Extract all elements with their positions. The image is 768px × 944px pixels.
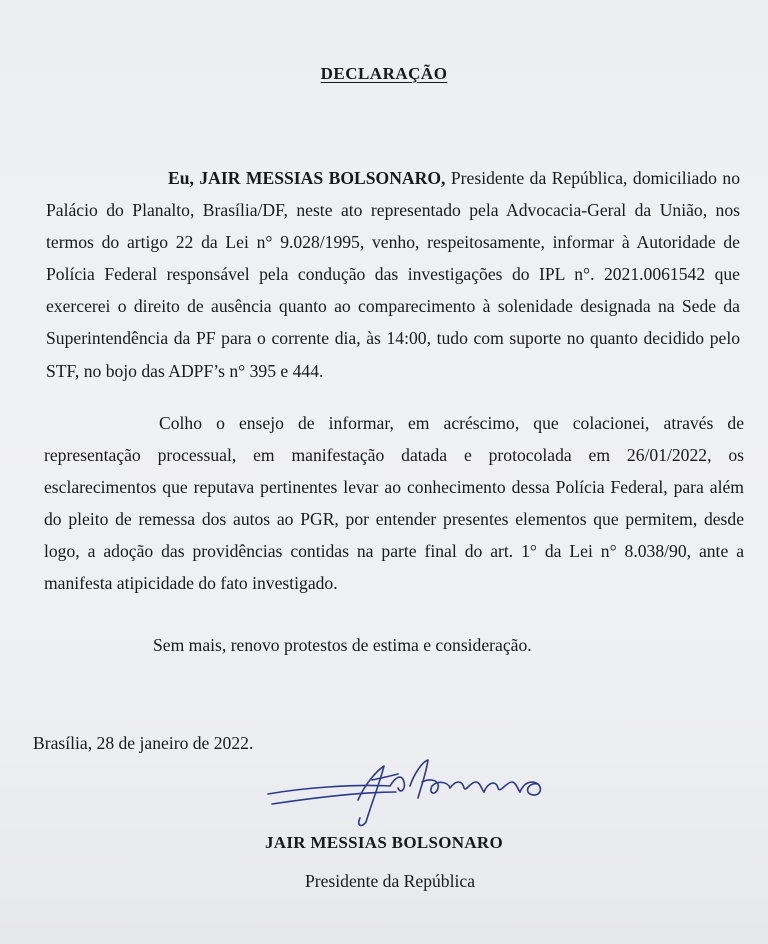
paragraph-1-body: Presidente da República, domiciliado no Palácio do Planalto, Brasília/DF, neste ato representado pela Advocacia-Geral da União, nos termos do artigo 22 da Lei n° 9.028/1995, venho, respeitosamente, informar à Autoridade de Polícia Federal responsável pela condução das investigações do IPL n°. 2021.0061542 que exercerei o direito de ausência quanto ao comparecimento à solenidade designada na Sede da Superintendência da PF para o corrente dia, às 14:00, tudo com suporte no quanto decidido pelo STF, no bojo das ADPF’s n° 395 e 444. [46,168,740,381]
document-title: DECLARAÇÃO [320,64,448,83]
handwritten-signature [262,752,562,832]
paragraph-3: Sem mais, renovo protestos de estima e consideração. [153,635,532,655]
date-line: Brasília, 28 de janeiro de 2022. [33,733,254,753]
paragraph-1 [46,162,740,387]
paragraph-1-lead: Eu, JAIR MESSIAS BOLSONARO, [168,168,446,188]
signatory-title: Presidente da República [304,871,476,891]
paragraph-2: Colho o ensejo de informar, em acréscimo, que colacionei, através de representação processual, em manifestação datada e protocolada em 26/01/2022, os esclarecimentos que reputava pertinentes levar ao conhecimento dessa Polícia Federal, para além do pleito de remessa dos autos ao PGR, por entender presentes elementos que permitem, desde logo, a adoção das providências contidas na parte final do art. 1° da Lei n° 8.038/90, ante a manifesta atipicidade do fato investigado. [44,413,744,594]
signatory-name: JAIR MESSIAS BOLSONARO [264,833,504,852]
